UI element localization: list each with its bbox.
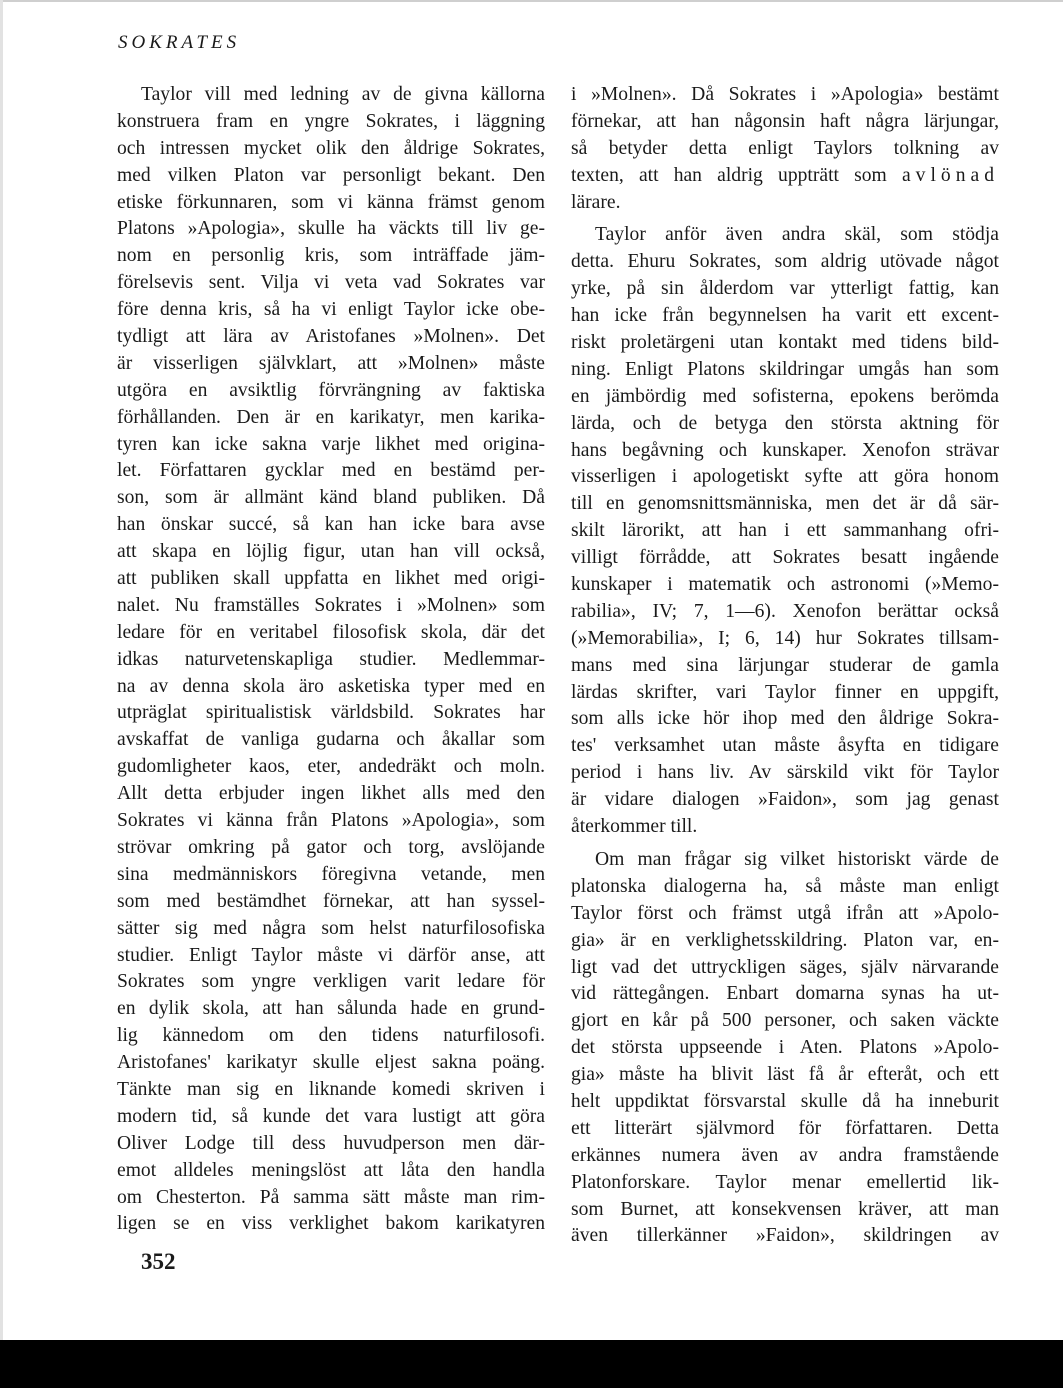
text-line: utgöra en avsiktlig förvrängning av faktiska <box>117 379 545 401</box>
text-line: period i hans liv. Av särskild vikt för Taylor <box>571 762 999 784</box>
text-line: Platonforskare. Taylor menar emellertid lik- <box>571 1171 999 1193</box>
text-line: som Burnet, att konsekvensen kräver, att man <box>571 1198 999 1220</box>
text-line: han önskar succé, så kan han icke bara avse <box>117 514 545 536</box>
text-line: så betyder detta enligt Taylors tolkning av <box>571 137 999 159</box>
text-line: Oliver Lodge till dess huvudperson men där- <box>117 1132 545 1154</box>
right-paragraph-1 <box>571 82 999 216</box>
text-line: återkommer till. <box>571 816 698 838</box>
text-line: Sokrates vi känna från Platons »Apologia», som <box>117 810 545 832</box>
text-line: sätter sig med några som helst naturfilosofiska <box>117 917 545 939</box>
running-head: SOKRATES <box>118 32 241 53</box>
text-line: konstruera fram en yngre Sokrates, i läggning <box>117 110 545 132</box>
text-line: detta. Ehuru Sokrates, som aldrig utövade något <box>571 251 999 273</box>
text-line: ning. Enligt Platons skildringar umgås han som <box>571 358 999 380</box>
left-page-edge <box>0 0 3 1340</box>
text-line: etiske förkunnaren, som vi känna främst genom <box>117 191 545 213</box>
text-line: lärdas skrifter, vari Taylor finner en uppgift, <box>571 681 999 703</box>
text-line: han icke från begynnelsen ha varit ett excent- <box>571 305 999 327</box>
text-line: avskaffat de vanliga gudarna och åkallar som <box>117 729 545 751</box>
text-line: Sokrates som yngre verkligen varit ledare för <box>117 971 545 993</box>
text-line: ligt vad det uttryckligen säges, själv närvarande <box>571 956 999 978</box>
left-paragraph <box>117 82 545 1238</box>
text-line: Om man frågar sig vilket historiskt värde de <box>595 848 999 870</box>
text-line: rabilia», IV; 7, 1—6). Xenofon berättar också <box>571 600 999 622</box>
text-line: yrke, på sin ålderdom var ytterligt fattig, kan <box>571 278 999 300</box>
text-line: är visserligen självklart, att »Molnen» måste <box>117 352 545 374</box>
text-line: nalet. Nu framställes Sokrates i »Molnen» som <box>117 594 545 616</box>
text-line: idkas naturvetenskapliga studier. Medlemmar- <box>117 648 545 670</box>
text-line: förelsevis sent. Vilja vi veta vad Sokrates var <box>117 272 545 294</box>
text-line: sina medmänniskors föregivna vetande, men <box>117 863 545 885</box>
text-line: visserligen i apologetiskt syfte att göra honom <box>571 466 999 488</box>
text-line: vid rättegången. Enbart domarna synas ha ut- <box>571 983 999 1005</box>
text-line: till en genomsnittsmänniska, men det är då sär- <box>571 493 999 515</box>
text-line: villigt förrådde, att Sokrates besatt ingående <box>571 547 999 569</box>
text-line: Allt detta erbjuder ingen likhet alls med den <box>117 783 545 805</box>
text-line: hans begåvning och kunskaper. Xenofon strävar <box>571 439 999 461</box>
text-line: gjort en kår på 500 personer, och saken väckte <box>571 1010 999 1032</box>
text-line: som med bestämdhet förnekar, att han syssel- <box>117 890 545 912</box>
text-line: en dylik skola, att han sålunda hade en grund- <box>117 998 545 1020</box>
text-line: som alls icke hör ihop med den åldrige Sokra- <box>571 708 999 730</box>
text-line: förnekar, att han någonsin haft några lärjungar, <box>571 110 999 132</box>
text-line: nom en personlig kris, som inträffade jäm- <box>117 245 545 267</box>
text-line: (»Memorabilia», I; 6, 14) hur Sokrates tillsam- <box>571 627 999 649</box>
text-line: lärare. <box>571 191 621 213</box>
text-line-with-emphasis <box>571 163 999 190</box>
text-line: är vidare dialogen »Faidon», som jag genast <box>571 789 999 811</box>
text-line: gia» måste ha blivit läst få år efteråt, och ett <box>571 1064 999 1086</box>
text-line: tyren kan icke sakna varje likhet med origina- <box>117 433 545 455</box>
left-column <box>117 82 545 1238</box>
text-line: tes' verksamhet utan måste åsyfta en tidigare <box>571 735 999 757</box>
text-line: Platons »Apologia», skulle ha väckts till liv ge- <box>117 218 545 240</box>
text-line: lärda, och de betyga den största aktning för <box>571 412 999 434</box>
text-line: ligen se en viss verklighet bakom karikatyren <box>117 1213 545 1235</box>
text-line: att publiken skall uppfatta en likhet med origi- <box>117 568 545 590</box>
text-line: kunskaper i matematik och astronomi (»Memo- <box>571 574 999 596</box>
text-line: och intressen mycket olik den åldrige Sokrates, <box>117 137 545 159</box>
text-line: med vilken Platon var personligt bekant. Den <box>117 164 545 186</box>
text-line: förhållanden. Den är en karikatyr, men karika- <box>117 406 545 428</box>
right-paragraph-3 <box>571 847 999 1250</box>
text-line: Tänkte man sig en liknande komedi skriven i <box>117 1078 545 1100</box>
text-line: helt uppdiktat försvarstal skulle då ha inneburit <box>571 1090 999 1112</box>
text-line: Taylor först och främst utgå ifrån att »Apolo- <box>571 902 999 924</box>
text-line: riskt proletärgeni utan kontakt med tidens bild- <box>571 332 999 354</box>
text-line: det största uppseende i Aten. Platons »Apolo- <box>571 1037 999 1059</box>
text-line: strövar omkring på gator och torg, avslöjande <box>117 836 545 858</box>
text-line: emot alldeles meningslöst att låta den handla <box>117 1159 545 1181</box>
page-number: 352 <box>141 1249 176 1274</box>
text-line: utpräglat spiritualistisk världsbild. Sokrates har <box>117 702 545 724</box>
text-line: gudomligheter kaos, eter, andedräkt och moln. <box>117 756 545 778</box>
text-line: skilt lärorikt, att han i ett sammanhang ofri- <box>571 520 999 542</box>
text-line: mans med sina lärjungar studerar de gamla <box>571 654 999 676</box>
right-paragraph-2 <box>571 222 999 840</box>
text-line: na av denna skola äro asketiska typer med en <box>117 675 545 697</box>
text-line: let. Författaren gycklar med en bestämd per- <box>117 460 545 482</box>
text-line: att skapa en löjlig figur, utan han vill också, <box>117 541 545 563</box>
text-line: tydligt att lära av Aristofanes »Molnen». Det <box>117 326 545 348</box>
spaced-emphasis: avlönad <box>901 164 999 186</box>
text-line: gia» är en verklighetsskildring. Platon var, en- <box>571 929 999 951</box>
text-line: lig kännedom om den tidens naturfilosofi. <box>117 1025 545 1047</box>
scan-bottom-band <box>0 1340 1063 1388</box>
text-line: son, som är allmänt känd bland publiken. Då <box>117 487 545 509</box>
text-line: ledare för en veritabel filosofisk skola, där det <box>117 621 545 643</box>
text-line: en jämbördig med sofisterna, epokens berömda <box>571 385 999 407</box>
text-line: Taylor vill med ledning av de givna källorna <box>141 84 545 105</box>
right-column <box>571 82 999 1250</box>
text-line: även tillerkänner »Faidon», skildringen av <box>571 1225 999 1247</box>
top-edge-rule <box>0 0 1063 2</box>
text-line: Aristofanes' karikatyr skulle eljest sakna poäng. <box>117 1052 545 1074</box>
text-line: i »Molnen». Då Sokrates i »Apologia» bestämt <box>571 84 999 105</box>
text-line: före denna kris, så ha vi enligt Taylor icke obe- <box>117 299 545 321</box>
text-line: om Chesterton. På samma sätt måste man rim- <box>117 1186 545 1208</box>
text-line: studier. Enligt Taylor måste vi därför anse, att <box>117 944 545 966</box>
text-line: platonska dialogerna ha, så måste man enligt <box>571 875 999 897</box>
text-line: Taylor anför även andra skäl, som stödja <box>595 224 999 246</box>
text-line: ett litterärt självmord för författaren. Detta <box>571 1117 999 1139</box>
text-line: modern tid, så kunde det vara lustigt att göra <box>117 1105 545 1127</box>
text-run: texten, att han aldrig uppträtt som <box>571 164 887 186</box>
text-line: erkännes numera även av andra framstående <box>571 1144 999 1166</box>
